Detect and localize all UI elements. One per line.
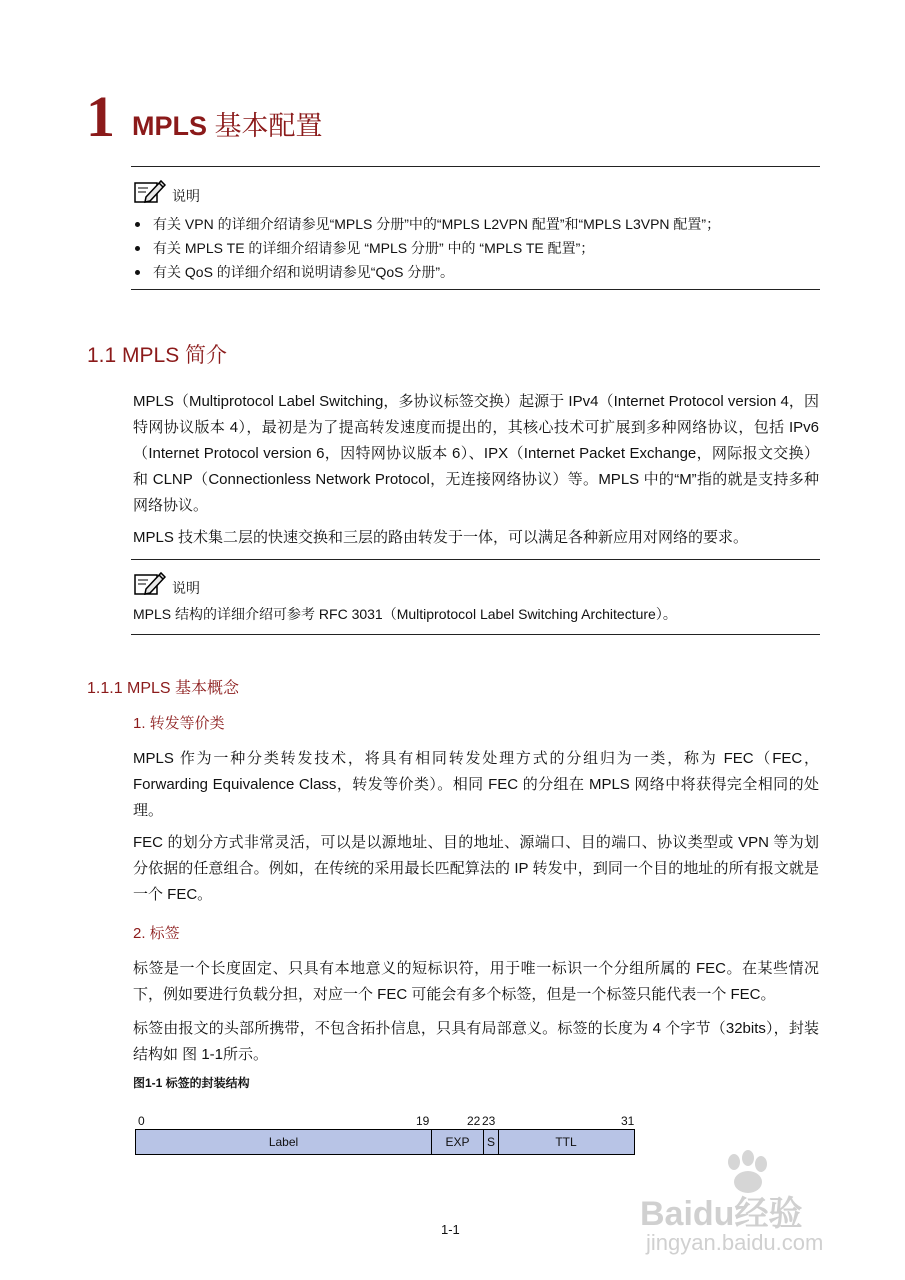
note-label: 说明 [172, 580, 200, 596]
field-label: Label [136, 1130, 432, 1154]
list-item: 有关 MPLS TE 的详细介绍请参见 “MPLS 分册” 中的 “MPLS TE 配置”； [131, 236, 831, 260]
divider [131, 559, 820, 560]
divider [131, 166, 820, 167]
figure-caption: 图1-1 标签的封装结构 [133, 1076, 250, 1090]
paragraph: FEC 的划分方式非常灵活，可以是以源地址、目的地址、源端口、目的端口、协议类型或 VPN 等为划分依据的任意组合。例如，在传统的采用最长匹配算法的 IP 转发中，到同一个目的地址的所有报文就是一个 FEC。 [133, 834, 819, 903]
list-item: 有关 QoS 的详细介绍和说明请参见“QoS 分册”。 [131, 260, 831, 284]
label-encapsulation-diagram [135, 1129, 635, 1155]
chapter-number: 1 [86, 84, 115, 149]
bit-label: 23 [482, 1114, 496, 1128]
bit-label: 31 [621, 1114, 635, 1128]
bit-label: 19 [416, 1114, 430, 1128]
field-ttl: TTL [555, 1135, 577, 1149]
bit-label: 22 [467, 1114, 481, 1128]
field-exp: EXP [432, 1130, 484, 1154]
field-s: S [484, 1130, 499, 1154]
watermark-brand: Baidu经验 [640, 1195, 803, 1233]
baidu-watermark [640, 1150, 850, 1260]
watermark-url: jingyan.baidu.com [646, 1230, 824, 1255]
paragraph: MPLS（Multiprotocol Label Switching，多协议标签交换）起源于 IPv4（Internet Protocol version 4，因特网协议版本 4），最初是为了提高转发速度而提出的，其核心技术可扩展到多种网络协议，包括 IPv6（Internet Protocol version 6，因特网协议版本 6）、IPX（Internet Packet Exchange，网际报文交换）和 CLNP（Connectionless Network Protocol，无连接网络协议）等。MPLS 中的“M”指的就是支持多种网络协议。 [133, 393, 819, 514]
note-text: MPLS 结构的详细介绍可参考 RFC 3031（Multiprotocol Label Switching Architecture）。 [133, 606, 677, 622]
page-number: 1-1 [441, 1222, 460, 1237]
divider [131, 289, 820, 290]
paragraph: 标签由报文的头部所携带，不包含拓扑信息，只具有局部意义。标签的长度为 4 个字节（32bits），封装结构如 图 1-1所示。 [133, 1020, 819, 1063]
note-pencil-icon [134, 178, 166, 204]
list-item: 有关 VPN 的详细介绍请参见“MPLS 分册”中的“MPLS L2VPN 配置”和“MPLS L3VPN 配置”； [131, 212, 831, 236]
note-bullet-list [131, 212, 831, 284]
section-heading: 1.1 MPLS 简介 [87, 344, 228, 367]
divider [131, 634, 820, 635]
note-pencil-icon [134, 570, 166, 596]
sub-heading: 1. 转发等价类 [133, 715, 225, 732]
subsection-heading: 1.1.1 MPLS 基本概念 [87, 680, 240, 697]
note-label: 说明 [172, 188, 200, 204]
paragraph: MPLS 技术集二层的快速交换和三层的路由转发于一体，可以满足各种新应用对网络的要求。 [133, 529, 749, 546]
paragraph: 标签是一个长度固定、只具有本地意义的短标识符，用于唯一标识一个分组所属的 FEC。在某些情况下，例如要进行负载分担，对应一个 FEC 可能会有多个标签，但是一个标签只能代表一个 FEC。 [133, 960, 819, 1003]
bit-label: 0 [138, 1114, 145, 1128]
sub-heading: 2. 标签 [133, 925, 180, 942]
chapter-title: MPLS 基本配置 [132, 111, 323, 141]
paragraph: MPLS 作为一种分类转发技术，将具有相同转发处理方式的分组归为一类，称为 FEC（FEC，Forwarding Equivalence Class，转发等价类）。相同 FEC 的分组在 MPLS 网络中将获得完全相同的处理。 [133, 750, 819, 819]
